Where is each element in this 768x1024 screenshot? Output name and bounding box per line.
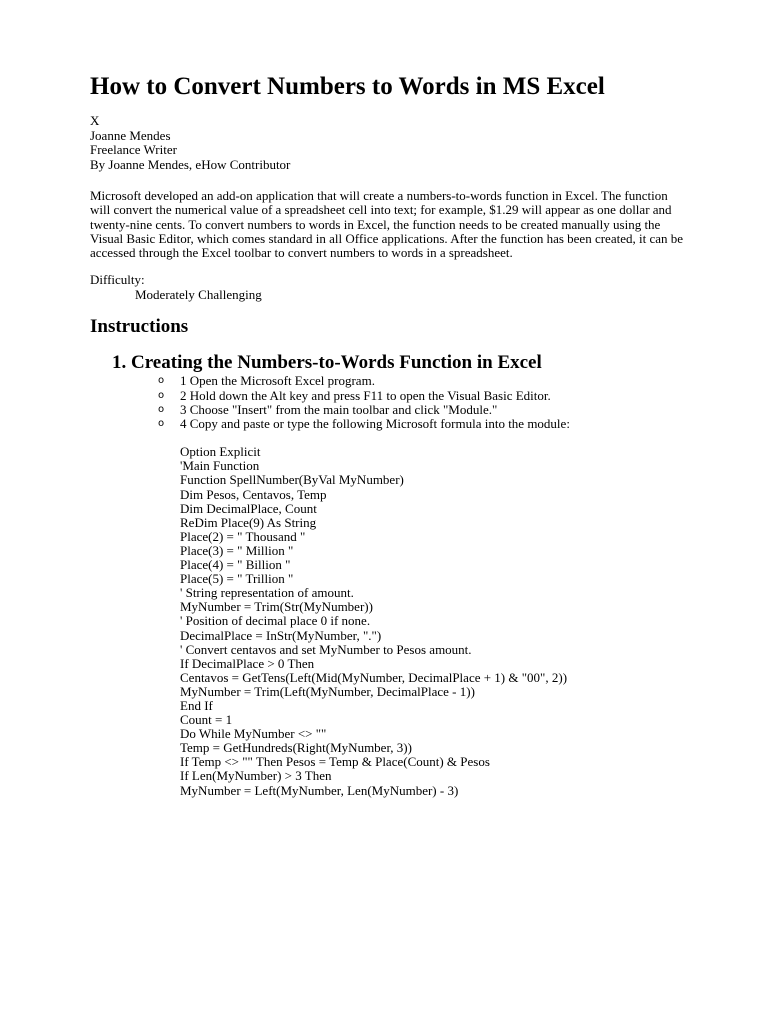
step-heading: 1. Creating the Numbers-to-Words Function in Excel (112, 352, 542, 374)
byline: By Joanne Mendes, eHow Contributor (90, 156, 291, 172)
author-name: Joanne Mendes (90, 127, 171, 143)
code-line: ' Convert centavos and set MyNumber to Pesos amount. (180, 641, 472, 657)
bullet-icon: o (158, 375, 165, 387)
document-page (90, 72, 690, 798)
code-line: ReDim Place(9) As String (180, 514, 317, 530)
code-line: DecimalPlace = InStr(MyNumber, ".") (180, 627, 382, 643)
bullet-icon: o (158, 418, 165, 430)
code-block (180, 445, 690, 797)
intro-paragraph: Microsoft developed an add-on application that will create a numbers-to-words function in Excel. The function will convert the numerical value of a spreadsheet cell into text; for example, $1.29 will appear as one dollar and twenty-nine cents. To convert numbers to words in Excel, the function needs to be created manually using the Visual Basic Editor, which comes standard in all Office applications. After the function has been created, it can be accessed through the Excel toolbar to convert numbers to words in a spreadsheet. (90, 188, 684, 261)
code-line: Count = 1 (180, 712, 233, 728)
code-line: 'Main Function (180, 458, 260, 474)
byline-block (90, 114, 690, 172)
code-line: MyNumber = Trim(Str(MyNumber)) (180, 599, 373, 615)
author-role: Freelance Writer (90, 142, 177, 157)
code-line: Place(3) = " Million " (180, 542, 294, 558)
code-line: If DecimalPlace > 0 Then (180, 655, 315, 671)
code-line: If Temp <> "" Then Pesos = Temp & Place(Count) & Pesos (180, 754, 490, 770)
code-line: If Len(MyNumber) > 3 Then (180, 768, 332, 784)
list-item-text: 3 Choose "Insert" from the main toolbar and click "Module." (180, 401, 498, 417)
close-marker: X (90, 113, 100, 128)
difficulty-label: Difficulty: (90, 272, 145, 288)
article-title: How to Convert Numbers to Words in MS Excel (90, 73, 605, 100)
code-line: Option Explicit (180, 444, 261, 460)
code-line: Centavos = GetTens(Left(Mid(MyNumber, DecimalPlace + 1) & "00", 2)) (180, 669, 568, 685)
code-line: ' Position of decimal place 0 if none. (180, 613, 371, 629)
code-line: ' String representation of amount. (180, 585, 354, 601)
list-item-text: 4 Copy and paste or type the following Microsoft formula into the module: (180, 416, 570, 432)
list-item (90, 374, 690, 388)
step-list (90, 374, 690, 431)
instructions-heading: Instructions (90, 316, 189, 338)
bullet-icon: o (158, 403, 165, 415)
list-item-text: 1 Open the Microsoft Excel program. (180, 373, 375, 389)
list-item (90, 389, 690, 403)
code-line: Dim DecimalPlace, Count (180, 500, 317, 516)
code-line: End If (180, 697, 213, 713)
list-item-text: 2 Hold down the Alt key and press F11 to open the Visual Basic Editor. (180, 387, 551, 403)
code-line: MyNumber = Left(MyNumber, Len(MyNumber) - 3) (180, 782, 459, 798)
list-item (90, 403, 690, 417)
code-line: Dim Pesos, Centavos, Temp (180, 486, 327, 502)
code-line: Place(4) = " Billion " (180, 557, 291, 573)
code-line: Function SpellNumber(ByVal MyNumber) (180, 472, 404, 488)
code-line: Place(5) = " Trillion " (180, 571, 294, 587)
list-item (90, 417, 690, 431)
difficulty-block (90, 273, 690, 302)
bullet-icon: o (158, 389, 165, 401)
code-line: Temp = GetHundreds(Right(MyNumber, 3)) (180, 740, 412, 756)
code-line: Place(2) = " Thousand " (180, 528, 306, 544)
code-line: Do While MyNumber <> "" (180, 726, 327, 742)
difficulty-value: Moderately Challenging (135, 286, 262, 302)
code-line: MyNumber = Trim(Left(MyNumber, DecimalPlace - 1)) (180, 683, 475, 699)
